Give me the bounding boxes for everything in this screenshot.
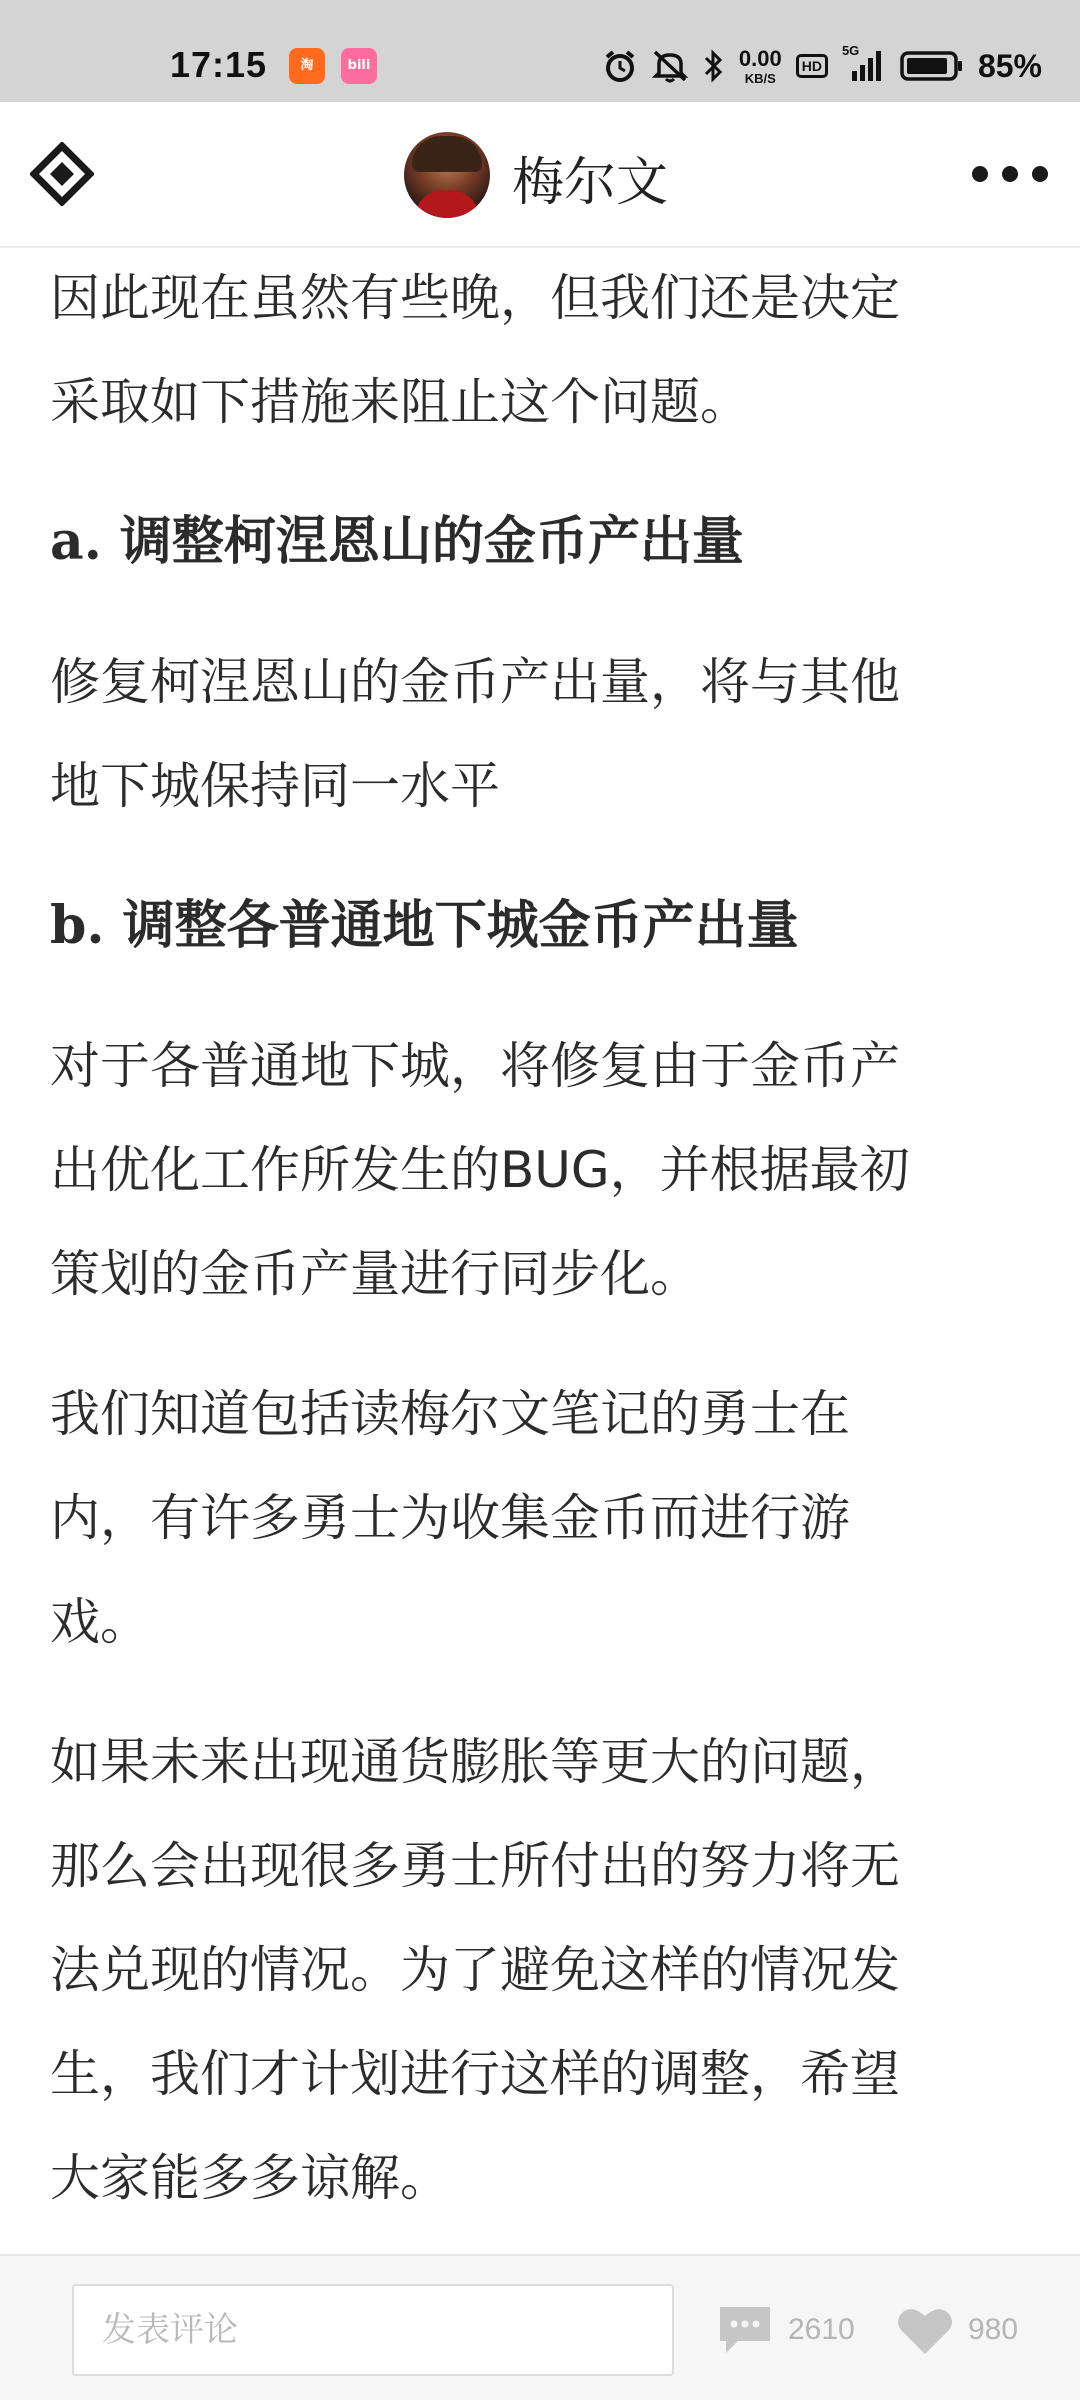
status-time: 17:15 <box>170 44 268 85</box>
text-line: 戏。 <box>50 1593 150 1651</box>
mute-icon <box>651 49 689 83</box>
text-line: 策划的金币产量进行同步化。 <box>50 1245 700 1303</box>
net-speed-value: 0.00 <box>738 45 782 71</box>
net-speed-unit: KB/S <box>744 70 776 86</box>
comment-count: 2610 <box>788 2313 855 2346</box>
like-count: 980 <box>968 2313 1019 2346</box>
like-count-button[interactable] <box>896 2300 1018 2360</box>
text-line: 我们知道包括读梅尔文笔记的勇士在 <box>50 1385 850 1443</box>
more-dots-icon[interactable] <box>972 158 1048 190</box>
battery-icon <box>900 50 964 82</box>
article-paragraph <box>50 1710 1010 2230</box>
section-heading-b: b. 调整各普通地下城金币产出量 <box>50 895 799 956</box>
bilibili-icon: bili <box>341 48 377 84</box>
net-speed <box>738 45 782 86</box>
text-line: 地下城保持同一水平 <box>50 757 500 815</box>
status-icons <box>603 44 1042 88</box>
text-line: 生，我们才计划进行这样的调整，希望 <box>50 2045 900 2103</box>
comment-input[interactable] <box>72 2284 674 2376</box>
status-bar <box>0 0 1080 102</box>
text-line: 采取如下措施来阻止这个问题。 <box>50 373 750 431</box>
page-title: 梅尔文 <box>512 153 669 213</box>
comment-bubble-icon <box>716 2303 774 2357</box>
text-line: 那么会出现很多勇士所付出的努力将无 <box>50 1837 900 1895</box>
alarm-icon <box>603 49 637 83</box>
diamond-logo-icon[interactable] <box>30 142 94 206</box>
text-line: 修复柯涅恩山的金币产出量，将与其他 <box>50 653 900 711</box>
text-line: 法兑现的情况。为了避免这样的情况发 <box>50 1941 900 1999</box>
bluetooth-icon <box>703 49 725 83</box>
taobao-icon: 淘 <box>289 48 325 84</box>
article-paragraph <box>50 1362 1010 1674</box>
text-line: 如果未来出现通货膨胀等更大的问题， <box>50 1733 900 1791</box>
article-paragraph <box>50 630 1010 838</box>
text-line: 对于各普通地下城，将修复由于金币产 <box>50 1037 900 1095</box>
network-type: 5G <box>841 43 860 58</box>
text-line: 内，有许多勇士为收集金币而进行游 <box>50 1489 850 1547</box>
bottom-bar <box>0 2254 1080 2400</box>
battery-percent: 85% <box>977 47 1042 84</box>
article-paragraph <box>50 1014 1010 1326</box>
article-paragraph <box>50 246 1010 454</box>
comment-count-button[interactable] <box>716 2300 855 2360</box>
text-line: 因此现在虽然有些晚，但我们还是决定 <box>50 269 900 327</box>
text-line: 出优化工作所发生的BUG，并根据最初 <box>50 1141 910 1199</box>
text-line: 大家能多多谅解。 <box>50 2149 450 2207</box>
avatar[interactable] <box>404 132 490 218</box>
hd-badge: HD <box>796 54 828 78</box>
section-heading-a: a. 调整柯涅恩山的金币产出量 <box>50 511 744 572</box>
heart-icon <box>896 2304 954 2356</box>
signal-icon <box>841 43 886 83</box>
app-header <box>0 102 1080 248</box>
article-body <box>50 246 1010 2230</box>
